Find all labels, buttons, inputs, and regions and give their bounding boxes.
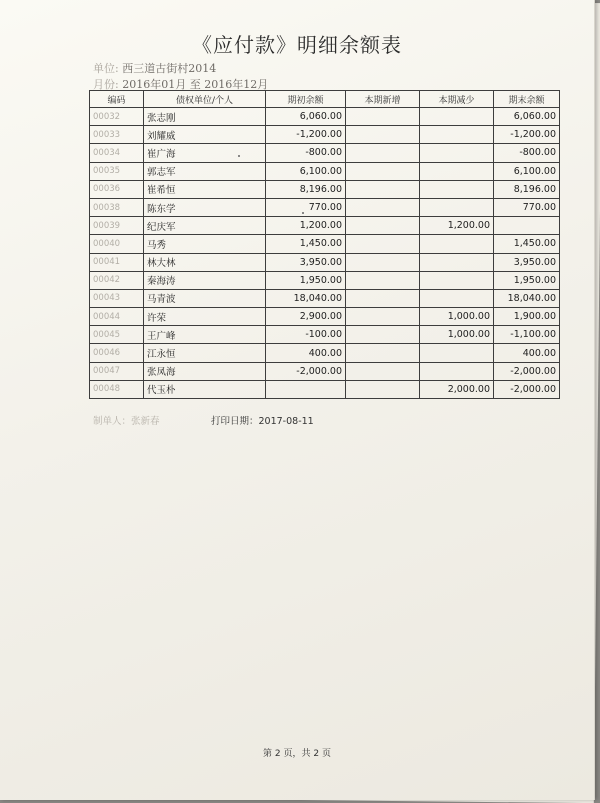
ledger-table	[89, 90, 560, 399]
row-reduced: 2,000.00	[420, 380, 494, 398]
row-reduced	[420, 235, 494, 253]
table-row	[90, 326, 560, 344]
row-added	[346, 380, 420, 398]
row-reduced	[420, 162, 494, 180]
row-opening: -2,000.00	[266, 362, 346, 380]
row-code: 00048	[90, 380, 144, 398]
row-opening: 2,900.00	[266, 308, 346, 326]
row-creditor: 刘耀威	[144, 126, 266, 144]
row-closing	[494, 217, 560, 235]
row-closing: -1,200.00	[494, 126, 560, 144]
row-opening: -100.00	[266, 326, 346, 344]
row-closing: 770.00	[494, 198, 560, 216]
row-creditor: 陈东学	[144, 198, 266, 216]
row-closing: 8,196.00	[494, 180, 560, 198]
header-added: 本期新增	[346, 91, 420, 108]
row-reduced	[420, 289, 494, 307]
row-creditor: 秦海涛	[144, 271, 266, 289]
row-closing: 18,040.00	[494, 289, 560, 307]
row-creditor: 王广峰	[144, 326, 266, 344]
row-reduced: 1,200.00	[420, 217, 494, 235]
row-code: 00032	[90, 108, 144, 126]
row-creditor: 郭志军	[144, 162, 266, 180]
row-added	[346, 326, 420, 344]
row-code: 00043	[90, 289, 144, 307]
row-added	[346, 308, 420, 326]
row-opening: -1,200.00	[266, 126, 346, 144]
row-creditor: 许荣	[144, 308, 266, 326]
row-opening: 6,100.00	[266, 162, 346, 180]
row-added	[346, 253, 420, 271]
row-creditor: 林大林	[144, 253, 266, 271]
row-opening: 6,060.00	[266, 108, 346, 126]
row-creditor: 马青波	[144, 289, 266, 307]
row-reduced	[420, 126, 494, 144]
row-code: 00039	[90, 217, 144, 235]
row-creditor: 张凤海	[144, 362, 266, 380]
table-row	[90, 235, 560, 253]
row-reduced	[420, 144, 494, 162]
row-added	[346, 271, 420, 289]
row-code: 00047	[90, 362, 144, 380]
row-opening: 400.00	[266, 344, 346, 362]
row-code: 00041	[90, 253, 144, 271]
row-reduced	[420, 362, 494, 380]
row-code: 00034	[90, 144, 144, 162]
row-creditor: 崔希恒	[144, 180, 266, 198]
row-closing: 1,450.00	[494, 235, 560, 253]
row-closing: -1,100.00	[494, 326, 560, 344]
report-title: 《应付款》明细余额表	[192, 33, 402, 57]
row-opening: 770.00	[266, 198, 346, 216]
speck	[238, 155, 240, 157]
row-reduced: 1,000.00	[420, 308, 494, 326]
row-added	[346, 289, 420, 307]
row-reduced	[420, 180, 494, 198]
row-reduced	[420, 198, 494, 216]
row-code: 00040	[90, 235, 144, 253]
unit-line	[93, 60, 216, 76]
row-added	[346, 362, 420, 380]
speck	[302, 212, 304, 214]
operator: 制单人：张新春	[93, 416, 160, 427]
row-reduced	[420, 108, 494, 126]
row-code: 00045	[90, 326, 144, 344]
row-closing: -800.00	[494, 144, 560, 162]
row-opening: 8,196.00	[266, 180, 346, 198]
header-creditor: 债权单位/个人	[144, 91, 266, 108]
row-opening: 3,950.00	[266, 253, 346, 271]
table-row	[90, 289, 560, 307]
row-code: 00036	[90, 180, 144, 198]
row-code: 00044	[90, 308, 144, 326]
table-row	[90, 362, 560, 380]
row-opening	[266, 380, 346, 398]
table-row	[90, 344, 560, 362]
row-creditor: 江永恒	[144, 344, 266, 362]
row-creditor: 纪庆军	[144, 217, 266, 235]
row-opening: 18,040.00	[266, 289, 346, 307]
row-added	[346, 344, 420, 362]
period-value: 2016年01月 至 2016年12月	[122, 78, 269, 91]
table-body	[90, 108, 560, 399]
unit-label: 单位:	[93, 62, 119, 75]
row-closing: 1,900.00	[494, 308, 560, 326]
row-closing: -2,000.00	[494, 380, 560, 398]
row-creditor: 马秀	[144, 235, 266, 253]
unit-value: 西三道古街村2014	[122, 62, 217, 75]
row-closing: 6,100.00	[494, 162, 560, 180]
row-added	[346, 198, 420, 216]
print-date: 打印日期：2017-08-11	[211, 416, 314, 427]
table-row	[90, 217, 560, 235]
row-added	[346, 108, 420, 126]
table-row	[90, 308, 560, 326]
row-closing: 1,950.00	[494, 271, 560, 289]
row-creditor: 崔广海	[144, 144, 266, 162]
row-closing: 6,060.00	[494, 108, 560, 126]
table-row	[90, 198, 560, 216]
row-code: 00035	[90, 162, 144, 180]
row-added	[346, 162, 420, 180]
row-added	[346, 217, 420, 235]
table-row	[90, 108, 560, 126]
row-added	[346, 235, 420, 253]
row-opening: 1,950.00	[266, 271, 346, 289]
row-added	[346, 126, 420, 144]
row-creditor: 代玉朴	[144, 380, 266, 398]
page-number: 第 2 页，共 2 页	[263, 749, 331, 759]
header-reduced: 本期减少	[420, 91, 494, 108]
header-opening: 期初余额	[266, 91, 346, 108]
table-row	[90, 253, 560, 271]
table-row	[90, 380, 560, 398]
row-reduced: 1,000.00	[420, 326, 494, 344]
row-closing: -2,000.00	[494, 362, 560, 380]
period-label: 月份:	[93, 78, 119, 91]
row-code: 00042	[90, 271, 144, 289]
row-reduced	[420, 344, 494, 362]
row-code: 00038	[90, 198, 144, 216]
table-row	[90, 162, 560, 180]
table-row	[90, 180, 560, 198]
row-closing: 3,950.00	[494, 253, 560, 271]
row-closing: 400.00	[494, 344, 560, 362]
table-row	[90, 271, 560, 289]
table-header-row	[90, 91, 560, 108]
row-added	[346, 144, 420, 162]
row-reduced	[420, 253, 494, 271]
row-opening: -800.00	[266, 144, 346, 162]
row-reduced	[420, 271, 494, 289]
header-code: 编码	[90, 91, 144, 108]
row-creditor: 张志刚	[144, 108, 266, 126]
row-code: 00046	[90, 344, 144, 362]
row-opening: 1,450.00	[266, 235, 346, 253]
row-added	[346, 180, 420, 198]
table-row	[90, 126, 560, 144]
row-code: 00033	[90, 126, 144, 144]
header-closing: 期末余额	[494, 91, 560, 108]
table-row	[90, 144, 560, 162]
row-opening: 1,200.00	[266, 217, 346, 235]
